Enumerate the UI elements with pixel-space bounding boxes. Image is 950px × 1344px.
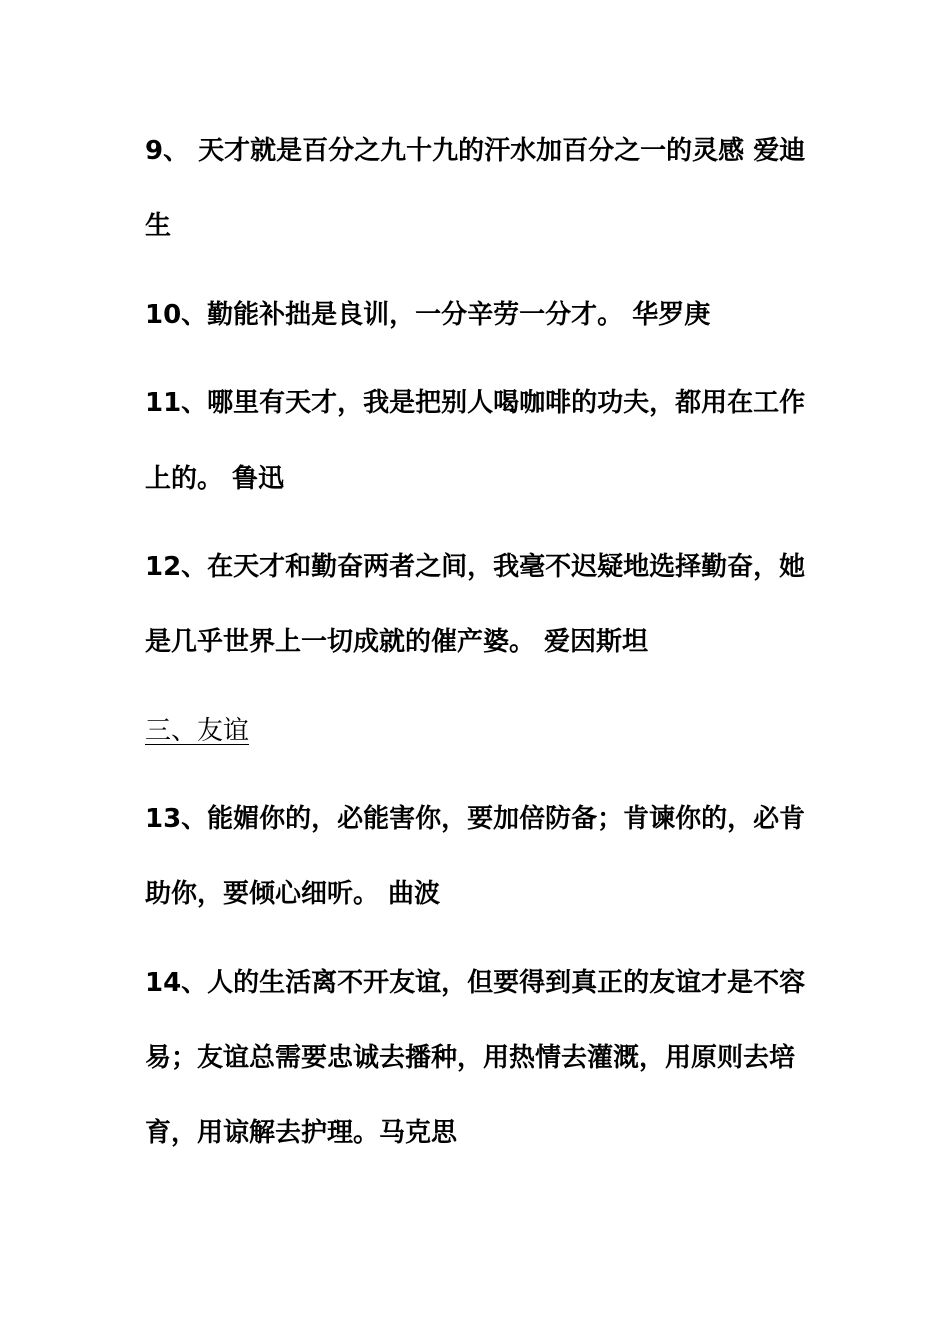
quote-13-line-2: 助你，要倾心细听。 曲波 bbox=[145, 879, 441, 909]
quote-14-line-3: 育，用谅解去护理。马克思 bbox=[145, 1118, 458, 1148]
quote-14-line-1: 14、人的生活离不开友谊，但要得到真正的友谊才是不容 bbox=[145, 968, 806, 998]
section-heading-friendship: 三、友谊 bbox=[145, 716, 250, 746]
quote-13-line-1: 13、能媚你的，必能害你，要加倍防备；肯谏你的，必肯 bbox=[145, 804, 806, 834]
quote-9-line-2: 生 bbox=[145, 211, 172, 241]
quote-12-line-2: 是几乎世界上一切成就的催产婆。 爱因斯坦 bbox=[145, 627, 649, 657]
quote-12-line-1: 12、在天才和勤奋两者之间，我毫不迟疑地选择勤奋，她 bbox=[145, 552, 806, 582]
quote-11-line-1: 11、哪里有天才，我是把别人喝咖啡的功夫，都用在工作 bbox=[145, 388, 806, 418]
quote-9-line-1: 9、 天才就是百分之九十九的汗水加百分之一的灵感 爱迪 bbox=[145, 136, 806, 166]
quote-14-line-2: 易；友谊总需要忠诚去播种，用热情去灌溉，用原则去培 bbox=[145, 1043, 796, 1073]
quote-10-line-1: 10、勤能补拙是良训，一分辛劳一分才。 华罗庚 bbox=[145, 300, 711, 330]
quote-11-line-2: 上的。 鲁迅 bbox=[145, 464, 285, 494]
